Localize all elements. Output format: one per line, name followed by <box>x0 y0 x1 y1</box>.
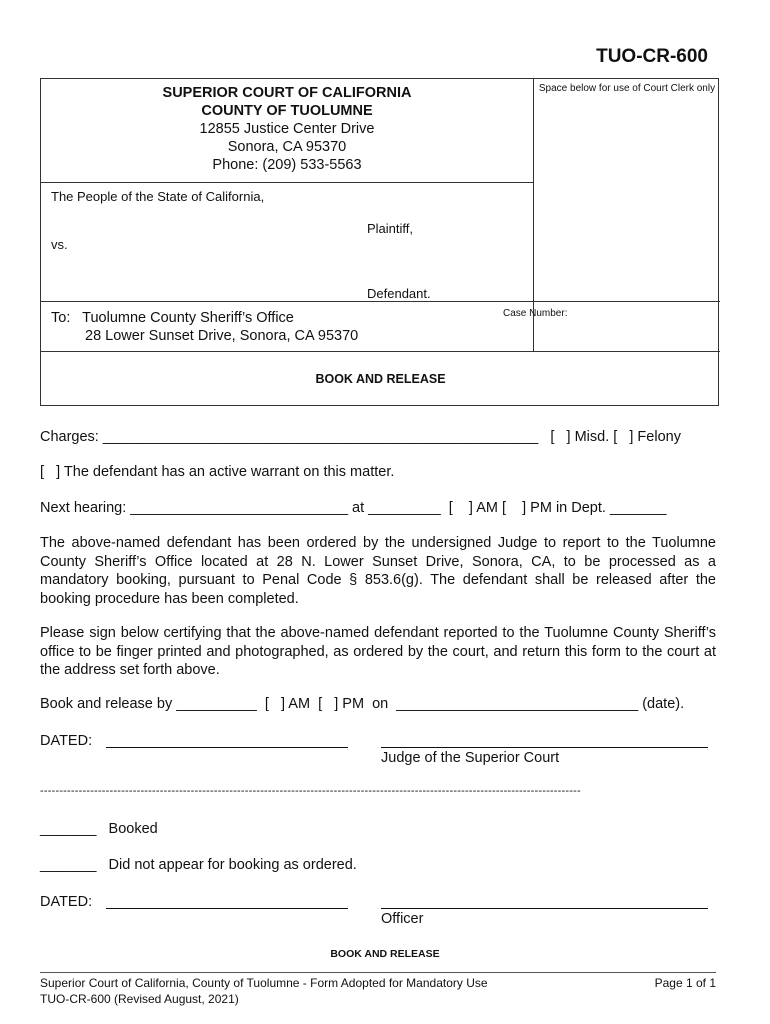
form-number: TUO-CR-600 <box>596 46 708 67</box>
caption-box <box>40 78 719 406</box>
footer-rule <box>40 972 716 973</box>
judge-date-line[interactable] <box>106 747 348 748</box>
charges-field[interactable]: Charges: ______________________________________________________ [ ] Misd. [ ] Felony <box>40 429 681 445</box>
vs-label: vs. <box>51 237 68 252</box>
certify-paragraph: Please sign below certifying that the above-named defendant reported to the Tuolumne County Sheriff’s office to be finger printed and photographed, as ordered by the court, and return this form to the court at the address set forth above. <box>40 625 716 678</box>
parties-divider <box>41 301 720 302</box>
court-name: SUPERIOR COURT OF CALIFORNIA <box>162 85 412 101</box>
officer-date-line[interactable] <box>106 908 348 909</box>
did-not-appear-field[interactable]: _______ Did not appear for booking as ordered. <box>40 857 357 873</box>
court-header <box>41 79 533 174</box>
defendant-label: Defendant. <box>367 286 431 301</box>
to-line1: To: Tuolumne County Sheriff’s Office <box>51 310 294 326</box>
footer-page: Page 1 of 1 <box>654 976 716 990</box>
case-number-label: Case Number: <box>503 308 568 319</box>
warrant-checkbox[interactable]: [ ] The defendant has an active warrant on this matter. <box>40 464 395 480</box>
form-title: BOOK AND RELEASE <box>315 372 446 386</box>
court-county: COUNTY OF TUOLUMNE <box>201 103 373 119</box>
judge-signature-line[interactable] <box>381 747 708 748</box>
court-divider <box>41 182 533 183</box>
order-paragraph: The above-named defendant has been ordered by the undersigned Judge to report to the Tuolumne County Sheriff’s Office located at 28 N. Lower Sunset Drive, Sonora, CA, to be processed as a mandatory booking, pursuant to Penal Code § 853.6(g). The defendant shall be released after the booking procedure has been completed. <box>40 535 716 607</box>
dated-label-officer: DATED: <box>40 894 93 910</box>
officer-signature-line[interactable] <box>381 908 708 909</box>
to-divider <box>41 351 720 352</box>
court-address1: 12855 Justice Center Drive <box>199 121 375 137</box>
booked-field[interactable]: _______ Booked <box>40 821 158 837</box>
judge-label: Judge of the Superior Court <box>381 750 560 766</box>
court-phone: Phone: (209) 533-5563 <box>212 157 362 173</box>
footer-line1: Superior Court of California, County of Tuolumne - Form Adopted for Mandatory Use <box>40 976 488 990</box>
next-hearing-field[interactable]: Next hearing: ___________________________ at _________ [ ] AM [ ] PM in Dept. _______ <box>40 500 667 516</box>
footer-line2: TUO-CR-600 (Revised August, 2021) <box>40 992 239 1006</box>
separator-line: -------------------------------------------------------------------------------------------------------------------------------------------- <box>40 785 581 797</box>
people-label: The People of the State of California, <box>51 189 265 204</box>
officer-label: Officer <box>381 911 424 927</box>
dated-label-judge: DATED: <box>40 733 93 749</box>
footer-title: BOOK AND RELEASE <box>330 948 440 960</box>
book-release-by-field[interactable]: Book and release by __________ [ ] AM [ ] PM on ______________________________ (date). <box>40 696 685 712</box>
clerk-note: Space below for use of Court Clerk only <box>538 83 716 94</box>
plaintiff-label: Plaintiff, <box>367 221 414 236</box>
court-address2: Sonora, CA 95370 <box>227 139 347 155</box>
to-line2: 28 Lower Sunset Drive, Sonora, CA 95370 <box>85 328 359 344</box>
